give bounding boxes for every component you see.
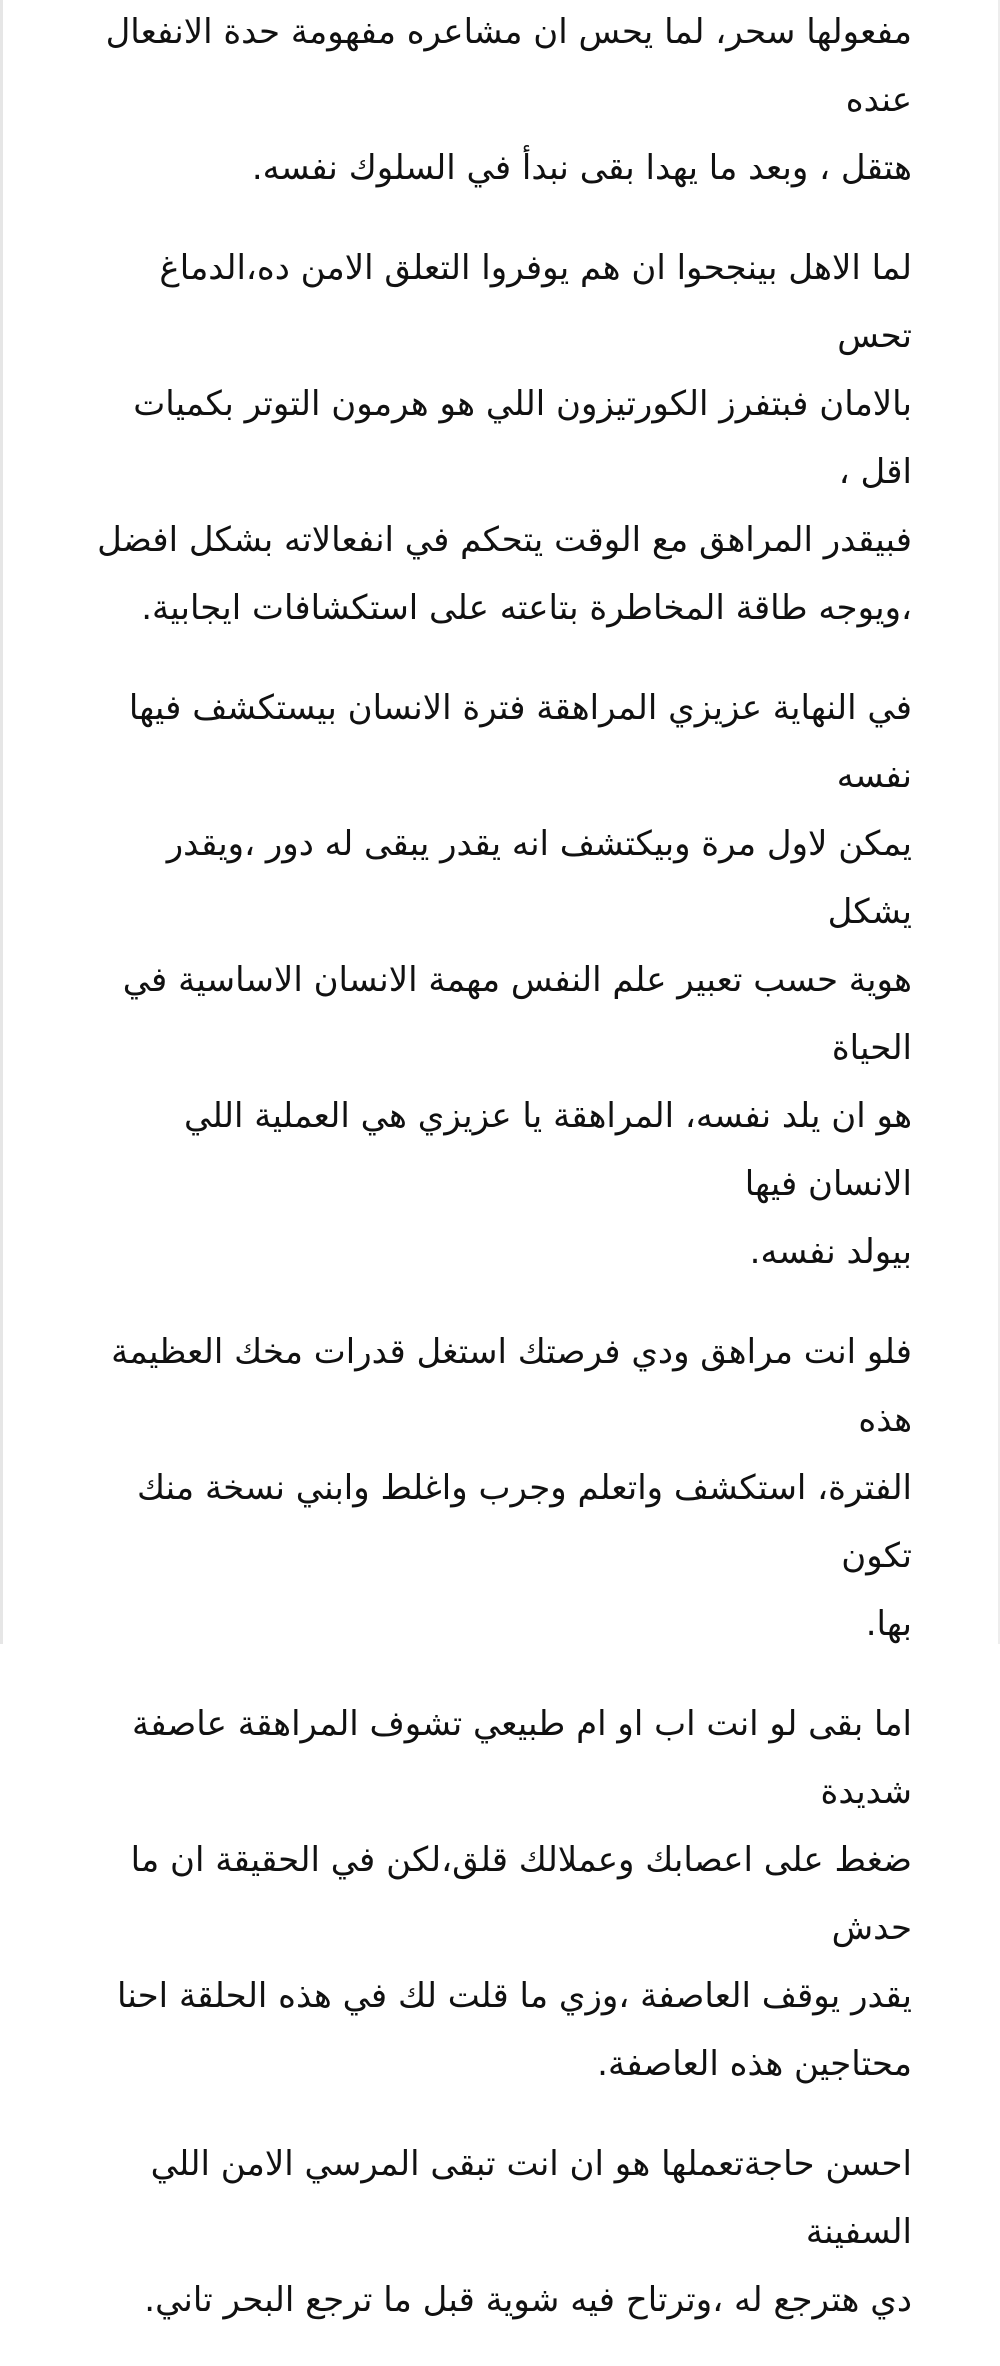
paragraph bbox=[78, 1690, 912, 2098]
paragraph bbox=[78, 234, 912, 642]
text-line: في النهاية عزيزي المراهقة فترة الانسان بيستكشف فيها نفسه bbox=[128, 688, 912, 796]
text-line: لما الاهل بينجحوا ان هم يوفروا التعلق الامن ده،الدماغ تحس bbox=[159, 248, 912, 356]
document-page bbox=[78, 0, 912, 2366]
text-line: دي هترجع له ،وترتاح فيه شوية قبل ما ترجع البحر تاني. bbox=[144, 2280, 912, 2320]
text-line: اما بقى لو انت اب او ام طبيعي تشوف المراهقة عاصفة شديدة bbox=[131, 1704, 912, 1812]
text-line: يمكن لاول مرة وبيكتشف انه يقدر يبقى له دور ،ويقدر يشكل bbox=[166, 824, 912, 932]
paragraph bbox=[78, 1318, 912, 1658]
text-line: فلو انت مراهق ودي فرصتك استغل قدرات مخك العظيمة هذه bbox=[111, 1332, 912, 1440]
text-line: فبيقدر المراهق مع الوقت يتحكم في انفعالاته بشكل افضل bbox=[97, 520, 912, 560]
text-line: هو ان يلد نفسه، المراهقة يا عزيزي هي العملية اللي الانسان فيها bbox=[184, 1096, 912, 1204]
paragraph bbox=[78, 0, 912, 202]
text-line: بيولد نفسه. bbox=[749, 1232, 912, 1272]
text-line: ،ويوجه طاقة المخاطرة بتاعته على استكشافات ايجابية. bbox=[141, 588, 912, 628]
text-line: بالامان فبتفرز الكورتيزون اللي هو هرمون التوتر بكميات اقل ، bbox=[133, 384, 912, 492]
paragraph bbox=[78, 2130, 912, 2334]
text-line: احسن حاجةتعملها هو ان انت تبقى المرسي الامن اللي السفينة bbox=[150, 2144, 912, 2252]
text-line: مفعولها سحر، لما يحس ان مشاعره مفهومة حدة الانفعال عنده bbox=[105, 12, 912, 120]
text-line: الفترة، استكشف واتعلم وجرب واغلط وابني نسخة منك تكون bbox=[137, 1468, 912, 1576]
text-line: هوية حسب تعبير علم النفس مهمة الانسان الاساسية في الحياة bbox=[122, 960, 912, 1068]
text-line: محتاجين هذه العاصفة. bbox=[597, 2044, 912, 2084]
text-line: هتقل ، وبعد ما يهدا بقى نبدأ في السلوك نفسه. bbox=[251, 148, 912, 188]
text-line: ضغط على اعصابك وعملالك قلق،لكن في الحقيقة ان ما حدش bbox=[130, 1840, 912, 1948]
text-line: بها. bbox=[865, 1604, 912, 1644]
text-line: يقدر يوقف العاصفة ،وزي ما قلت لك في هذه الحلقة احنا bbox=[117, 1976, 912, 2016]
page-left-edge bbox=[0, 0, 3, 1644]
paragraph bbox=[78, 674, 912, 1286]
